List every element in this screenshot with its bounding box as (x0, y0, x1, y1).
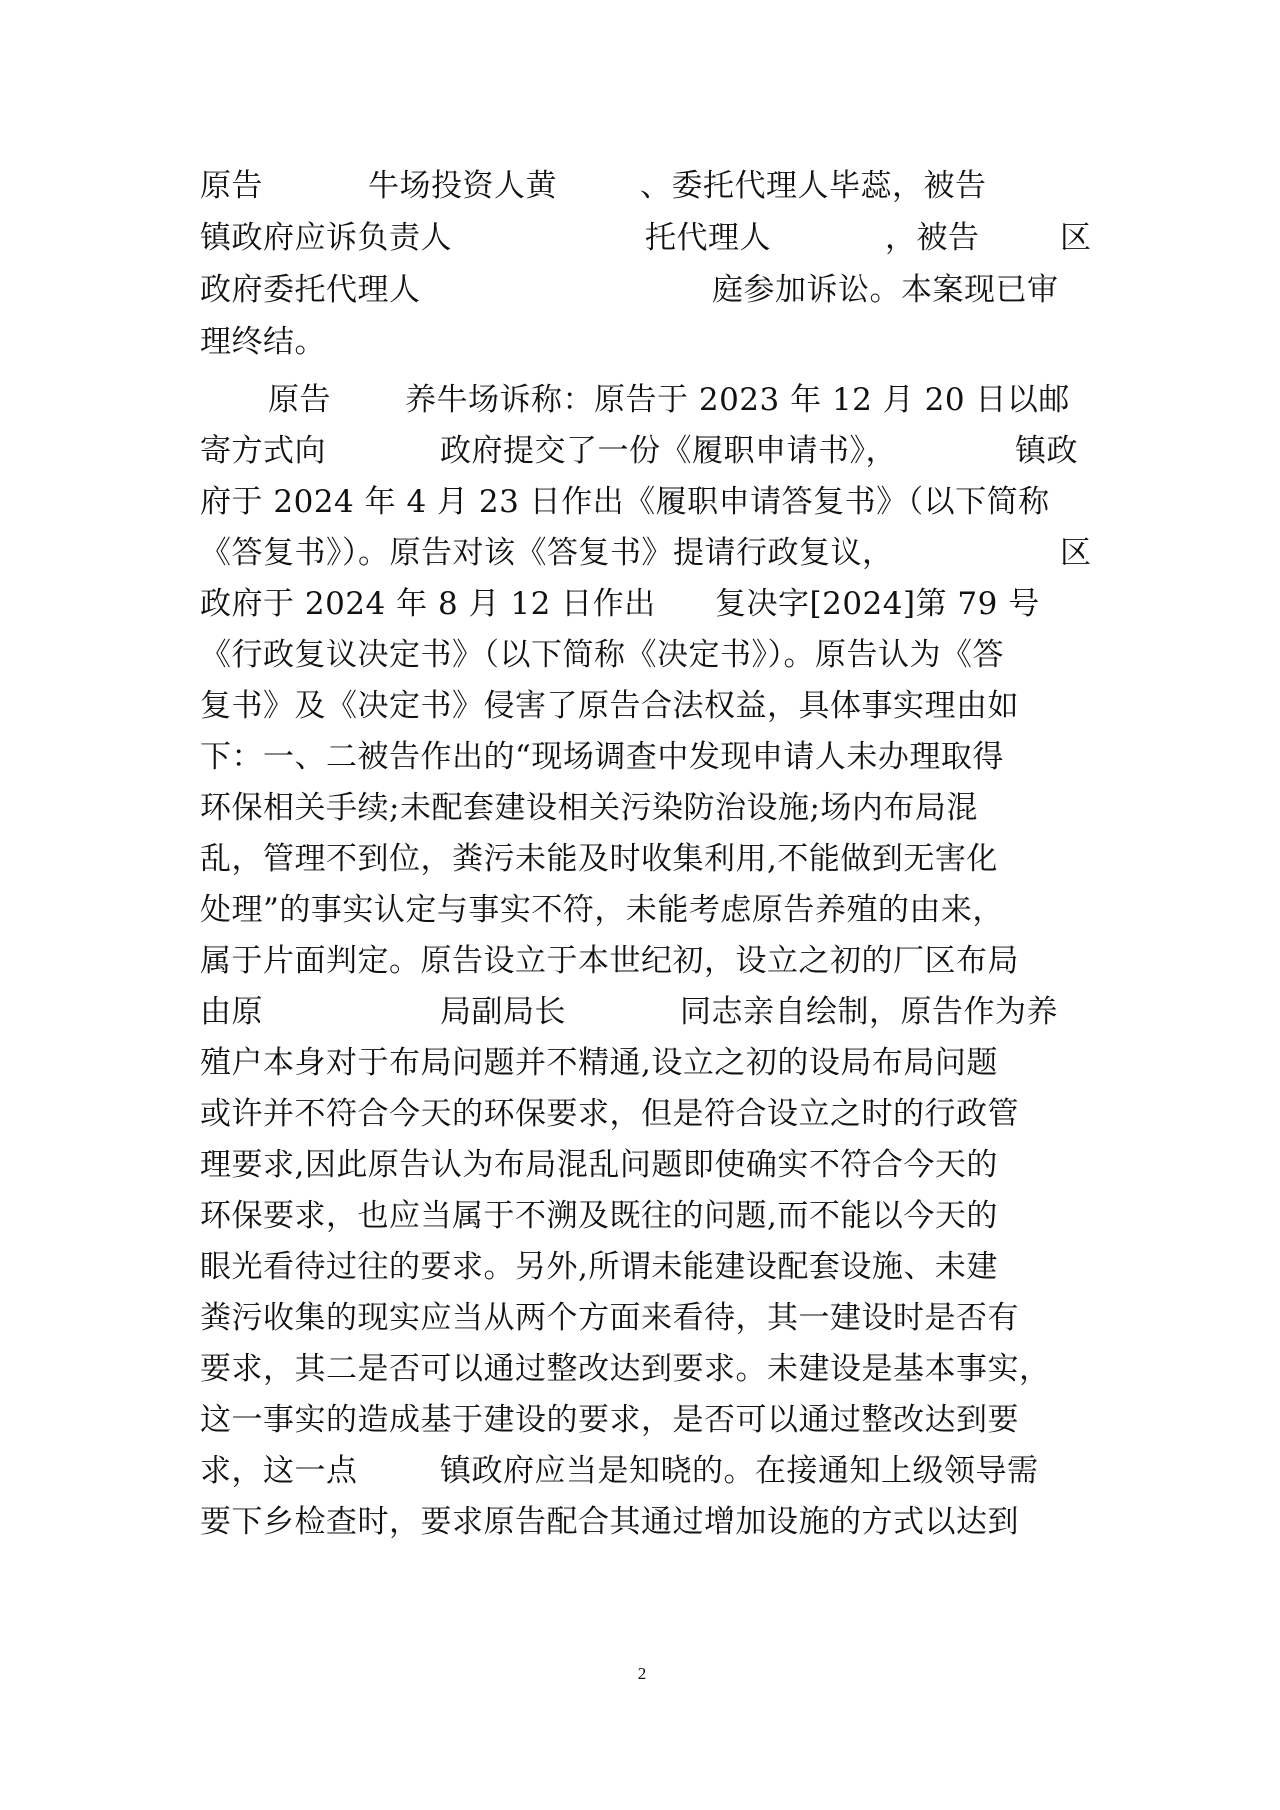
text-segment: 镇政府应当是知晓的。在接通知上级领导需 (440, 1453, 1039, 1489)
text-line (200, 731, 1004, 783)
text-line (200, 160, 987, 212)
text-line (200, 680, 1019, 732)
text-line (200, 884, 1004, 936)
text-segment: 或许并不符合今天的环保要求，但是符合设立之时的行政管 (200, 1096, 1019, 1132)
text-segment: 乱，管理不到位，粪污未能及时收集利用,不能做到无害化 (200, 841, 998, 877)
text-segment: 处理”的事实认定与事实不符，未能考虑原告养殖的由来， (200, 892, 1004, 928)
text-segment: 这一事实的造成基于建设的要求，是否可以通过整改达到要 (200, 1402, 1019, 1438)
text-segment: 政府提交了一份《履职申请书》， (440, 433, 897, 469)
text-line (200, 1241, 998, 1293)
text-segment: 属于片面判定。原告设立于本世纪初，设立之初的厂区布局 (200, 943, 1019, 979)
text-line (200, 1037, 998, 1089)
text-segment: 同志亲自绘制，原告作为养 (680, 994, 1058, 1030)
text-segment: 政府于 2024 年 8 月 12 日作出 (200, 586, 656, 622)
text-segment: 《行政复议决定书》（以下简称《决定书》）。原告认为《答 (200, 637, 1004, 673)
text-segment: 要下乡检查时，要求原告配合其通过增加设施的方式以达到 (200, 1504, 1019, 1540)
text-line (200, 782, 978, 834)
text-line (200, 1088, 1019, 1140)
text-line (200, 1292, 1019, 1344)
text-line (200, 425, 1078, 477)
text-line (200, 1343, 1051, 1395)
text-line (200, 476, 1050, 528)
page-number: 2 (637, 1664, 647, 1683)
text-line (200, 1445, 1039, 1497)
text-segment: 《答复书》）。原告对该《答复书》提请行政复议， (200, 535, 894, 571)
text-segment: 、委托代理人毕蕊，被告 (640, 168, 987, 204)
text-segment: 府于 2024 年 4 月 23 日作出《履职申请答复书》（以下简称 (200, 484, 1050, 520)
text-segment: 下：一、二被告作出的“现场调查中发现申请人未办理取得 (200, 739, 1004, 775)
text-line (200, 1394, 1019, 1446)
text-segment: 由原 (200, 994, 263, 1030)
text-line (200, 264, 1059, 316)
text-line (200, 833, 998, 885)
text-segment: 区 (1060, 535, 1092, 571)
text-segment: 环保相关手续;未配套建设相关污染防治设施;场内布局混 (200, 790, 978, 826)
text-line (200, 578, 1040, 630)
text-segment: 庭参加诉讼。本案现已审 (712, 272, 1059, 308)
text-segment: 环保要求，也应当属于不溯及既往的问题,而不能以今天的 (200, 1198, 998, 1234)
text-line (200, 986, 1058, 1038)
text-segment: 复决字[2024]第 79 号 (715, 586, 1040, 622)
text-segment: 政府委托代理人 (200, 272, 421, 308)
text-segment: 理终结。 (200, 324, 326, 360)
text-segment: 牛场投资人黄 (368, 168, 557, 204)
text-segment: 托代理人 (645, 220, 771, 256)
text-segment: 原告 (268, 382, 331, 418)
text-line (200, 1139, 998, 1191)
text-segment: 区 (1060, 220, 1092, 256)
text-line (200, 316, 326, 368)
text-line (200, 1190, 998, 1242)
text-line (200, 527, 1092, 579)
text-segment: 镇政府应诉负责人 (200, 220, 452, 256)
text-segment: 复书》及《决定书》侵害了原告合法权益，具体事实理由如 (200, 688, 1019, 724)
text-line (200, 374, 1070, 426)
text-segment: 眼光看待过往的要求。另外,所谓未能建设配套设施、未建 (200, 1249, 998, 1285)
text-segment: 镇政 (1015, 433, 1078, 469)
text-segment: 理要求,因此原告认为布局混乱问题即使确实不符合今天的 (200, 1147, 998, 1183)
text-segment: 局副局长 (440, 994, 566, 1030)
text-segment: 原告 (200, 168, 263, 204)
text-segment: 殖户本身对于布局问题并不精通,设立之初的设局布局问题 (200, 1045, 998, 1081)
text-segment: 寄方式向 (200, 433, 326, 469)
text-segment: 要求，其二是否可以通过整改达到要求。未建设是基本事实， (200, 1351, 1051, 1387)
text-segment: 养牛场诉称：原告于 2023 年 12 月 20 日以邮 (405, 382, 1070, 418)
text-line (200, 212, 1092, 264)
text-segment: 粪污收集的现实应当从两个方面来看待，其一建设时是否有 (200, 1300, 1019, 1336)
text-line (200, 935, 1019, 987)
text-line (200, 629, 1004, 681)
text-segment: ，被告 (885, 220, 980, 256)
text-line (200, 1496, 1019, 1548)
text-segment: 求，这一点 (200, 1453, 358, 1489)
